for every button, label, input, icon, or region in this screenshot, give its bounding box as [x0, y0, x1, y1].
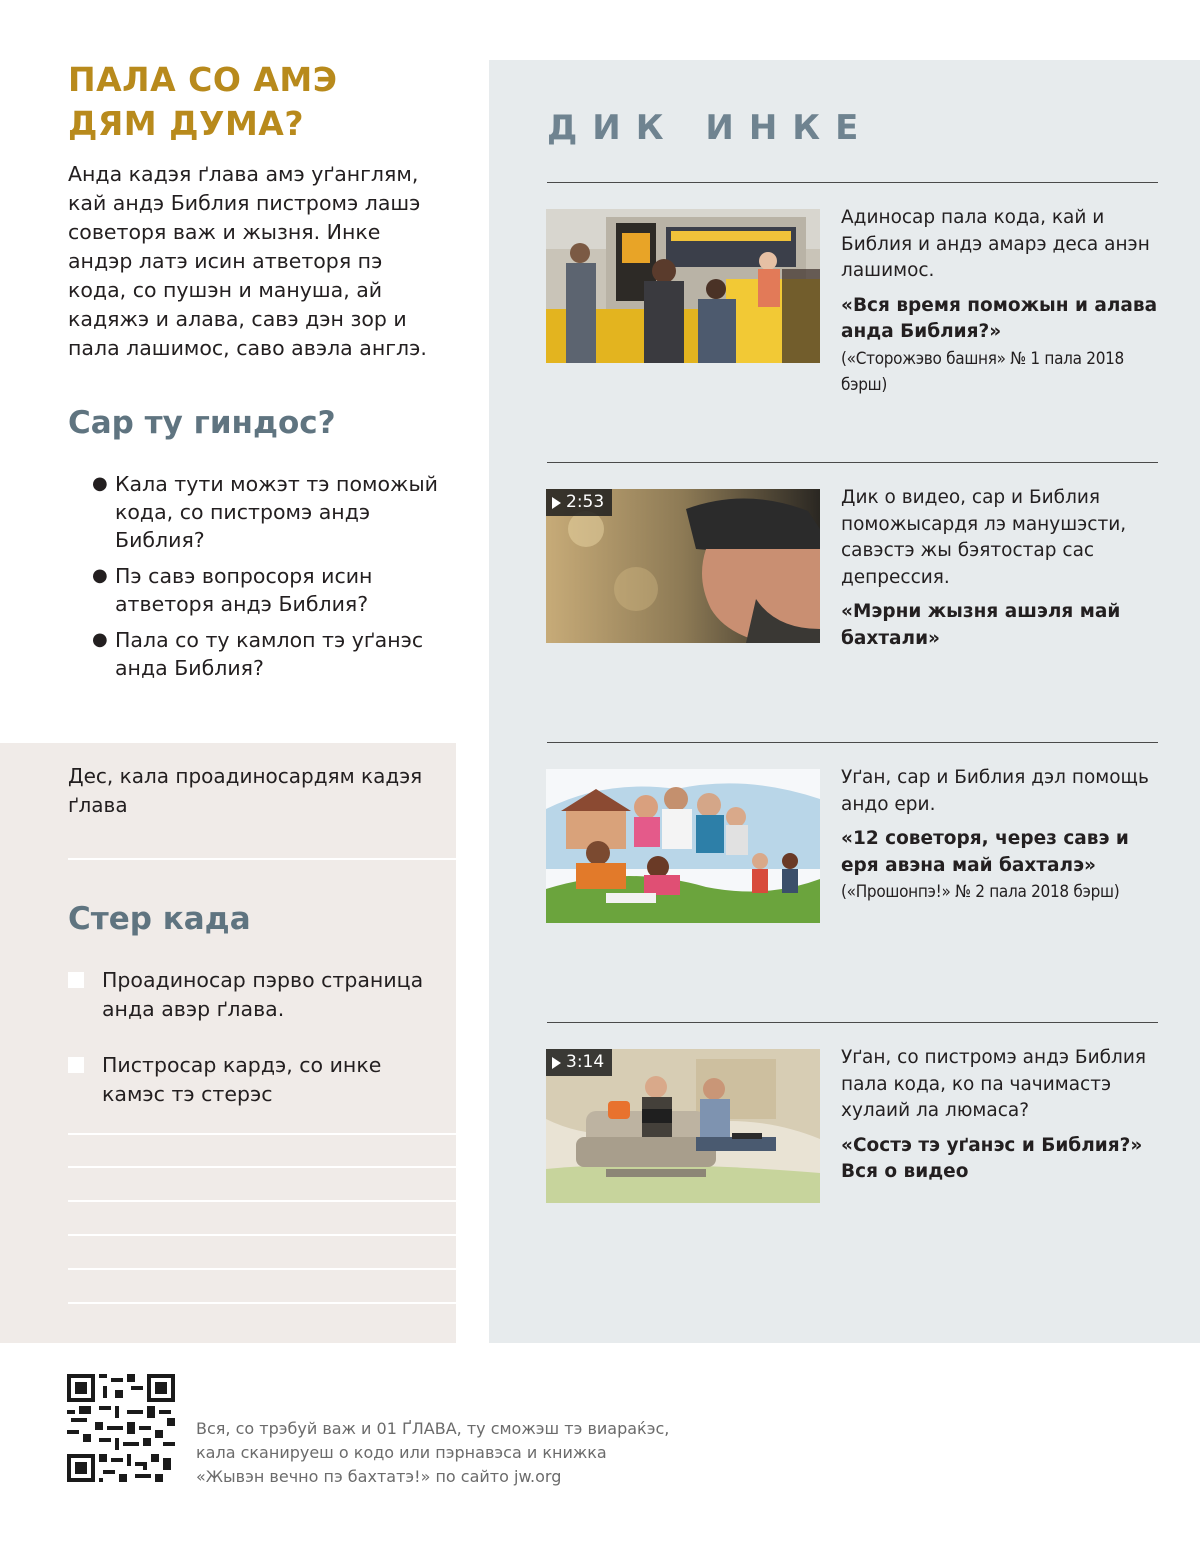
- video-thumbnail-bible-study[interactable]: [546, 1049, 820, 1203]
- goal-checkbox[interactable]: [68, 972, 84, 988]
- entry-link-title[interactable]: «12 советоря, через савэ и еря авэна май бахталэ»: [841, 828, 1129, 876]
- goal-checkbox[interactable]: [68, 1057, 84, 1073]
- video-duration: 3:14: [566, 1052, 605, 1072]
- entry-source: («Прошонпэ!» № 2 пала 2018 бэрш): [841, 882, 1120, 902]
- video-entry-text: [841, 1045, 1161, 1186]
- entry-description: Дик о видео, сар и Библия поможысардя лэ манушэсти, савэстэ жы бэятостар сас депрессия.: [841, 487, 1127, 588]
- entry-description: Уґан, сар и Библия дэл помощь андо ери.: [841, 767, 1149, 815]
- commuters-illustration: [546, 209, 820, 363]
- bullet-icon: ●: [92, 473, 108, 494]
- qr-code-icon[interactable]: [67, 1374, 175, 1482]
- entry-description: Уґан, со пистромэ андэ Библия пала кода, ко па чачимастэ хулаий ла люмаса?: [841, 1047, 1147, 1121]
- notes-write-line[interactable]: [68, 1166, 456, 1168]
- video-duration-badge: [546, 489, 612, 516]
- left-column: [0, 0, 456, 1343]
- notes-write-line[interactable]: [68, 1133, 456, 1135]
- qr-code-graphic: [67, 1374, 175, 1482]
- date-write-line[interactable]: [68, 858, 456, 860]
- video-thumbnail-depression[interactable]: [546, 489, 820, 643]
- question-item: [92, 562, 442, 618]
- article-entry-text: [841, 205, 1161, 399]
- divider: [547, 1022, 1158, 1023]
- notes-write-line[interactable]: [68, 1268, 456, 1270]
- divider: [547, 742, 1158, 743]
- play-icon: [552, 497, 561, 509]
- goal-text: Пистросар кардэ, со инке камэс тэ стерэс: [102, 1053, 382, 1106]
- notes-write-line[interactable]: [68, 1302, 456, 1304]
- article-entry-text: [841, 765, 1161, 906]
- bullet-icon: ●: [92, 565, 108, 586]
- page-title: [68, 58, 448, 146]
- footer-instructions: [196, 1417, 736, 1489]
- page-title-line-1: ПАЛА СО АМЭ: [68, 60, 338, 99]
- question-text: Пэ савэ вопросоря исин атветоря андэ Библия?: [115, 564, 373, 616]
- article-image-commuters[interactable]: [546, 209, 820, 363]
- video-entry-text: [841, 485, 1161, 652]
- question-item: [92, 470, 442, 554]
- question-text: Кала тути можэт тэ поможый кода, со пистромэ андэ Библия?: [115, 472, 438, 552]
- footer-line-3: «Жывэн вечно пэ бахтатэ!» по сайто jw.org: [196, 1467, 562, 1486]
- video-duration: 2:53: [566, 492, 605, 512]
- footer-line-1: Вся, со трэбуй важ и 01 ҐЛАВА, ту сможэш тэ виараќэс,: [196, 1419, 670, 1438]
- discussed-label: Дес, кала проадиносардям кадэя ґлава: [68, 764, 423, 817]
- article-image-family[interactable]: [546, 769, 820, 923]
- see-more-title: ДИК ИНКЕ: [547, 108, 874, 148]
- questions-heading: Сар ту гиндос?: [68, 405, 336, 441]
- footer-line-2: кала сканируеш о кодо или пэрнавэса и книжка: [196, 1443, 607, 1462]
- entry-link-title[interactable]: «Мэрни жызня ашэля май бахтали»: [841, 601, 1121, 649]
- entry-link-title[interactable]: «Вся время поможын и алава анда Библия?»: [841, 294, 1158, 342]
- question-item: [92, 626, 442, 682]
- family-illustration: [546, 769, 820, 923]
- divider: [547, 462, 1158, 463]
- bullet-icon: ●: [92, 629, 108, 650]
- divider: [547, 182, 1158, 183]
- notes-box: [0, 743, 456, 1343]
- entry-description: Адиносар пала кода, кай и Библия и андэ амарэ деса анэн лашимос.: [841, 207, 1150, 281]
- goal-item: [68, 966, 438, 1026]
- question-text: Пала со ту камлоп тэ уґанэс анда Библия?: [115, 628, 424, 680]
- notes-write-line[interactable]: [68, 1234, 456, 1236]
- page-title-line-2: ДЯМ ДУМА?: [68, 104, 304, 143]
- goals-heading: Стер када: [68, 901, 251, 937]
- see-more-panel: [489, 60, 1200, 1343]
- intro-paragraph: Анда кадэя ґлава амэ уґанглям, кай андэ Библия пистромэ лашэ советоря важ и жызня. Инке андэр латэ исин атветоря пэ кода, со пушэн и мануша, ай кадяжэ и алава, савэ дэн зор и пала лашимос, саво авэла англэ.: [68, 162, 427, 360]
- entry-source: («Сторожэво башня» № 1 пала 2018 бэрш): [841, 348, 1124, 395]
- play-icon: [552, 1057, 561, 1069]
- goal-text: Проадиносар пэрво страница анда авэр ґлава.: [102, 968, 424, 1021]
- questions-list: [92, 470, 442, 690]
- video-duration-badge: [546, 1049, 612, 1076]
- goal-item: [68, 1051, 438, 1111]
- notes-write-line[interactable]: [68, 1200, 456, 1202]
- entry-link-title[interactable]: «Состэ тэ уґанэс и Библия?» Вся о видео: [841, 1134, 1143, 1182]
